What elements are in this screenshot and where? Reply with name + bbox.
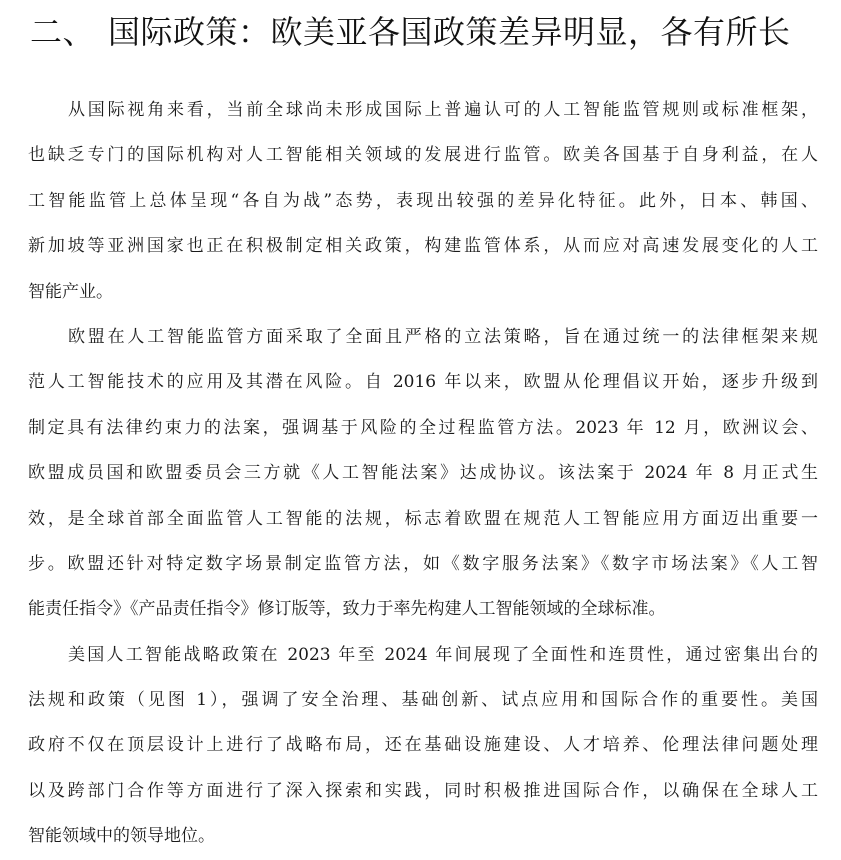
text-line: 能责任指令》《产品责任指令》修订版等，致力于率先构建人工智能领域的全球标准。 — [28, 599, 666, 620]
text-line: 美国人工智能战略政策在 2023 年至 2024 年间展现了全面性和连贯性，通过密集出台的 — [68, 644, 818, 665]
text-line: 新加坡等亚洲国家也正在积极制定相关政策，构建监管体系，从而应对高速发展变化的人工 — [28, 236, 818, 257]
text-line: 法规和政策（见图 1），强调了安全治理、基础创新、试点应用和国际合作的重要性。美国 — [28, 690, 818, 711]
body-text — [28, 88, 818, 860]
text-line: 工智能监管上总体呈现“各自为战”态势，表现出较强的差异化特征。此外，日本、韩国、 — [28, 190, 818, 211]
text-line: 效，是全球首部全面监管人工智能的法规，标志着欧盟在规范人工智能应用方面迈出重要一 — [28, 508, 818, 529]
text-line: 欧盟在人工智能监管方面采取了全面且严格的立法策略，旨在通过统一的法律框架来规 — [68, 326, 818, 347]
text-line: 从国际视角来看，当前全球尚未形成国际上普遍认可的人工智能监管规则或标准框架， — [68, 100, 818, 120]
text-line: 智能产业。 — [28, 281, 113, 302]
text-line: 智能领域中的领导地位。 — [28, 826, 215, 847]
section-title: 国际政策：欧美亚各国政策差异明显，各有所长 — [108, 13, 791, 51]
text-line: 以及跨部门合作等方面进行了深入探索和实践，同时积极推进国际合作，以确保在全球人工 — [28, 780, 818, 801]
section-number: 二、 — [30, 13, 96, 51]
text-line: 步。欧盟还针对特定数字场景制定监管方法，如《数字服务法案》《数字市场法案》《人工智 — [28, 553, 818, 574]
text-line: 也缺乏专门的国际机构对人工智能相关领域的发展进行监管。欧美各国基于自身利益，在人 — [28, 145, 818, 166]
text-line: 政府不仅在顶层设计上进行了战略布局，还在基础设施建设、人才培养、伦理法律问题处理 — [28, 735, 818, 756]
text-line: 范人工智能技术的应用及其潜在风险。自 2016 年以来，欧盟从伦理倡议开始，逐步升级到 — [28, 372, 818, 393]
text-line: 欧盟成员国和欧盟委员会三方就《人工智能法案》达成协议。该法案于 2024 年 8 月正式生 — [28, 463, 818, 484]
text-line: 制定具有法律约束力的法案，强调基于风险的全过程监管方法。2023 年 12 月，欧洲议会、 — [28, 417, 818, 438]
section-heading — [30, 8, 791, 56]
